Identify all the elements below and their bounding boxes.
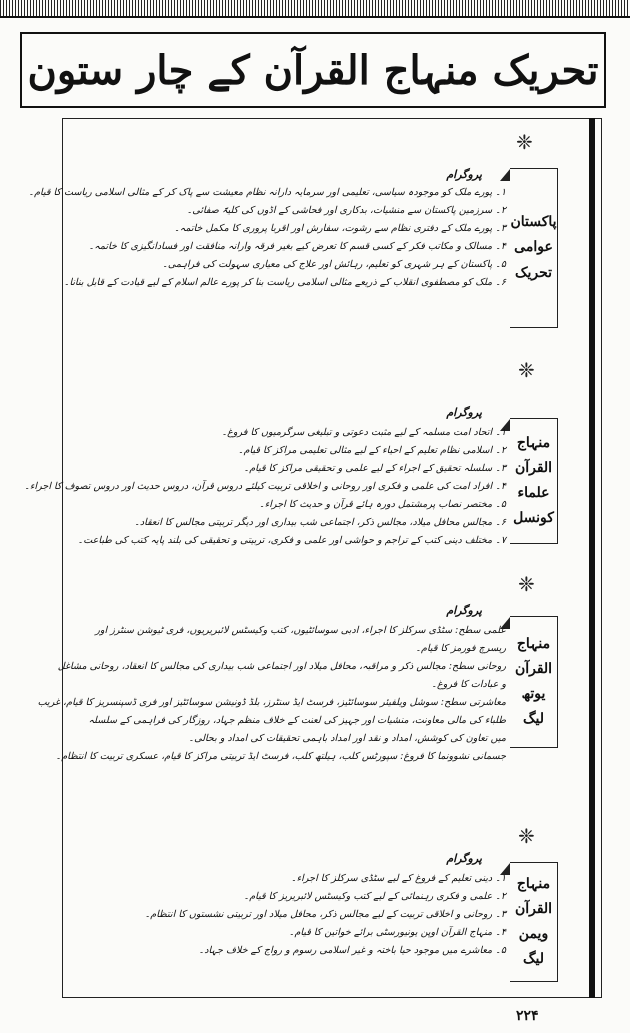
list-item: ۱۔ دینی تعلیم کے فروغ کے لیے سٹڈی سرکلز کا اجراء۔ xyxy=(291,873,506,884)
list-item: و عبادات کا فروغ۔ xyxy=(431,679,506,690)
list-item: ۲۔ علمی و فکری رہنمائی کے لیے کتب وکیسٹس لائبریریز کا قیام۔ xyxy=(243,891,506,902)
page-number: ۲۲۴ xyxy=(516,1008,539,1024)
list-item: ۱۔ اتحاد امت مسلمہ کے لیے مثبت دعوتی و تبلیغی سرگرمیوں کا فروغ۔ xyxy=(221,427,506,438)
program-heading: پروگرام xyxy=(446,406,482,419)
ornament-icon: ❈ xyxy=(516,130,533,154)
frame-bar xyxy=(589,118,595,998)
list-item: ۱۔ پورے ملک کو موجودہ سیاسی، تعلیمی اور سرمایہ دارانہ نظام معیشت سے پاک کر کے مثالی اسلامی ریاست کا قیام۔ xyxy=(28,187,506,198)
program-list xyxy=(126,870,506,960)
program-list xyxy=(28,184,506,292)
list-item: ریسرچ فورمز کا قیام۔ xyxy=(415,643,506,654)
list-item: ۳۔ روحانی و اخلاقی تربیت کے لیے مجالس ذکر، محافل میلاد اور تربیتی نشستوں کا انتظام۔ xyxy=(144,909,506,920)
list-item: ۲۔ اسلامی نظام تعلیم کے احیاء کے لیے مثالی تعلیمی مراکز کا قیام۔ xyxy=(237,445,506,456)
list-item: ۶۔ مجالس محافل میلاد، مجالس ذکر، اجتماعی شب بیداری اور دیگر تربیتی مجالس کا انعقاد۔ xyxy=(134,517,506,528)
list-item: ۳۔ سلسلہ تحقیق کے اجراء کے لیے علمی و تحقیقی مراکز کا قیام۔ xyxy=(243,463,506,474)
program-heading: پروگرام xyxy=(446,604,482,617)
ornament-icon: ❈ xyxy=(518,572,535,596)
page-title: تحریک منہاج القرآن کے چار ستون xyxy=(27,46,599,94)
section-label: پاکستان عوامی تحریک xyxy=(510,168,558,328)
list-item: ۵۔ مختصر نصاب پرمشتمل دورہ ہائے قرآن و حدیث کا اجراء۔ xyxy=(259,499,506,510)
program-heading: پروگرام xyxy=(446,852,482,865)
list-item: ۵۔ پاکستان کے ہر شہری کو تعلیم، رہائش اور علاج کی معیاری سہولت کی فراہمی۔ xyxy=(162,259,506,270)
top-border-strip xyxy=(0,0,630,18)
list-item: علمی سطح: سٹڈی سرکلز کا اجراء، ادبی سوسائٹیوں، کتب وکیسٹس لائبریریوں، فری ٹیوشن سنٹرز اور xyxy=(95,625,506,636)
list-item: ۷۔ مختلف دینی کتب کے تراجم و حواشی اور علمی و فکری، تربیتی و تحقیقی کی بلند پایہ کتب کی طباعت۔ xyxy=(77,535,506,546)
list-item: جسمانی نشوونما کا فروغ: سپورٹس کلب، ہیلتھ کلب، فرسٹ ایڈ تربیتی مراکز کا قیام، عسکری تربیت کا انتظام۔ xyxy=(55,751,506,762)
list-item: میں تعاون کی کوشش، امداد و نقد اور امداد باہمی تحقیقات کی امداد و بحالی۔ xyxy=(188,733,506,744)
ornament-icon: ❈ xyxy=(518,824,535,848)
program-list xyxy=(24,424,506,550)
list-item: ۴۔ منہاج القرآن اوپن یونیورسٹی برائے خواتین کا قیام۔ xyxy=(288,927,506,938)
list-item: روحانی سطح: مجالس ذکر و مراقبہ، محافل میلاد اور اجتماعی شب بیداری کی مجالس کا انعقاد، روحانی مشاغل xyxy=(57,661,506,672)
list-item: ۶۔ ملک کو مصطفوی انقلاب کے ذریعے مثالی اسلامی ریاست بنا کر پورے عالم اسلام کے لیے قیادت کے قابل بنانا۔ xyxy=(63,277,506,288)
section-label: منہاج القرآن ویمن لیگ xyxy=(510,862,558,982)
list-item: ۵۔ معاشرے میں موجود حیا باختہ و غیر اسلامی رسوم و رواج کے خلاف جہاد۔ xyxy=(198,945,506,956)
list-item: معاشرتی سطح: سوشل ویلفیئر سوسائٹیز، فرسٹ ایڈ سنٹرز، بلڈ ڈونیشن سوسائٹیز اور فری ڈسپنسریز کا قیام، غریب xyxy=(37,697,506,708)
list-item: ۲۔ سرزمین پاکستان سے منشیات، بدکاری اور فحاشی کے اڈوں کی کلیۃً صفائی۔ xyxy=(186,205,506,216)
program-heading: پروگرام xyxy=(446,168,482,181)
title-box xyxy=(20,32,606,108)
program-list xyxy=(37,622,506,766)
list-item: طلباء کی مالی معاونت، منشیات اور جہیز کی لعنت کے خلاف منظم جہاد، روزگار کی فراہمی کے سلسلہ xyxy=(88,715,506,726)
section-label: منہاج القرآن علماء کونسل xyxy=(510,418,558,544)
list-item: ۴۔ مسالک و مکاتب فکر کے کسی قسم کا تعرض کیے بغیر فرقہ وارانہ منافقت اور فسادانگیزی کا خاتمہ۔ xyxy=(88,241,506,252)
list-item: ۳۔ پورے ملک کے دفتری نظام سے رشوت، سفارش اور اقربا پروری کا مکمل خاتمہ۔ xyxy=(174,223,506,234)
list-item: ۴۔ افراد امت کی علمی و فکری اور روحانی و اخلاقی تربیت کیلئے دروس قرآن، دروس حدیث اور دروس تصوف کا اجراء۔ xyxy=(24,481,506,492)
ornament-icon: ❈ xyxy=(518,358,535,382)
section-label: منہاج القرآن یوتھ لیگ xyxy=(510,616,558,748)
